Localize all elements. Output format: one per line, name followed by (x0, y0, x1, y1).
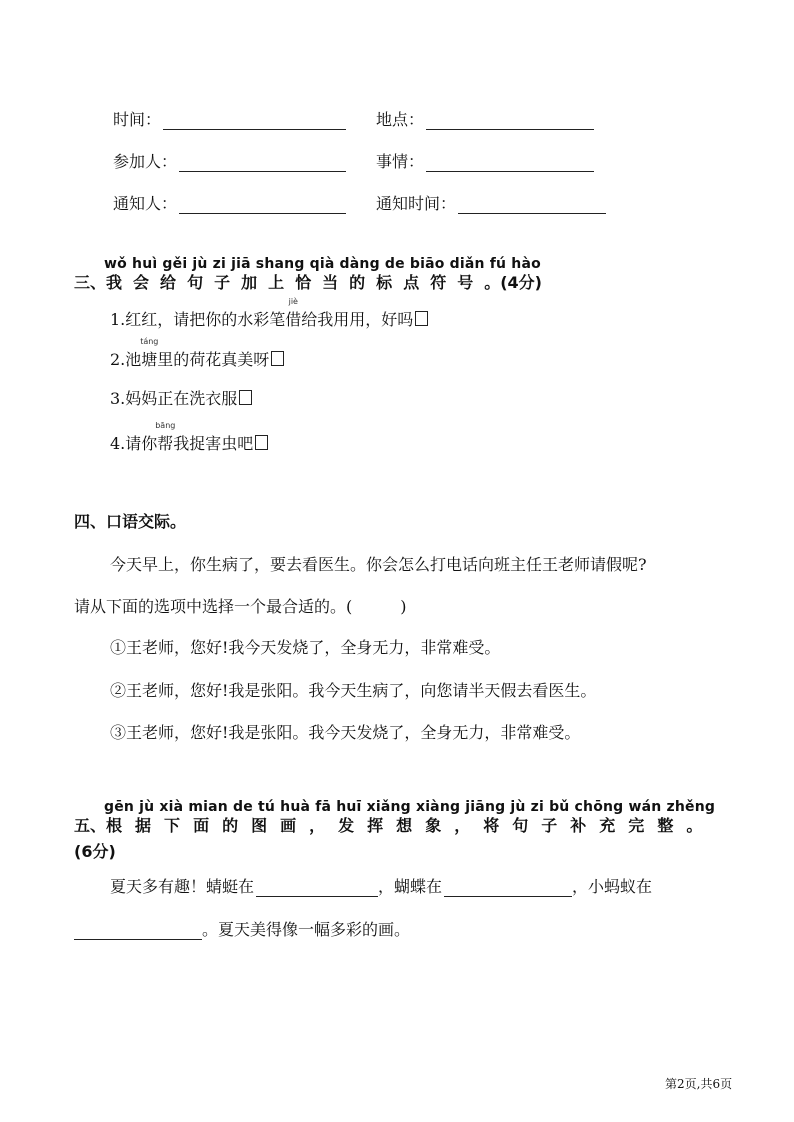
item-1-text-a: 1.红红，请把你的水彩笔 (110, 310, 286, 329)
section3-score: 。(4分) (484, 273, 542, 292)
section5-title-chars (106, 816, 715, 835)
line1-text-c: ，小蚂蚁在 (572, 877, 653, 896)
option-2[interactable]: ②王老师，您好!我是张阳。我今天生病了，向您请半天假去看医生。 (110, 681, 597, 700)
notifier-blank[interactable] (179, 197, 346, 214)
item-1-annotated-char (285, 297, 302, 330)
heading-char: 根 (106, 816, 123, 835)
notice-time-label: 通知时间： (376, 194, 457, 213)
section4-question-line2: 请从下面的选项中选择一个最合适的。( ) (74, 597, 407, 616)
item-2-text-b: 里的荷花真美呀 (157, 350, 270, 369)
section4-question-line1: 今天早上，你生病了，要去看医生。你会怎么打电话向班主任王老师请假呢? (110, 555, 647, 574)
line1-text-b: ，蝴蝶在 (378, 877, 443, 896)
s3-item-3 (110, 389, 252, 409)
punctuation-box-3[interactable] (239, 390, 252, 405)
ant-blank[interactable] (74, 923, 202, 940)
heading-char: 子 (541, 816, 558, 835)
s3-item-1 (110, 297, 428, 330)
heading-char: 我 (106, 273, 123, 292)
place-label: 地点： (376, 110, 425, 129)
item-2-annotated-char (140, 337, 159, 370)
heading-char: 号 (457, 273, 474, 292)
place-row (376, 110, 594, 130)
heading-char: 句 (187, 273, 204, 292)
heading-char: 标 (376, 273, 393, 292)
section4-title: 四、口语交际。 (74, 512, 187, 531)
section5-pinyin: gēn jù xià mian de tú huà fā huī xiǎng xiàng jiāng jù zi bǔ chōng wán zhěng (104, 799, 716, 815)
heading-char: 挥 (367, 816, 384, 835)
participants-row (113, 152, 346, 172)
matter-row (376, 152, 594, 172)
page-number: 第2页,共6页 (665, 1077, 733, 1091)
dragonfly-blank[interactable] (256, 880, 378, 897)
heading-char: 完 (628, 816, 645, 835)
section5-line1 (110, 877, 652, 897)
heading-char: 据 (135, 816, 152, 835)
heading-char: 点 (403, 273, 420, 292)
heading-char: 充 (599, 816, 616, 835)
section5-number: 五、 (74, 816, 107, 835)
heading-char: ， (309, 816, 326, 835)
item-1-text-b: 给我用用，好吗 (301, 310, 414, 329)
heading-char: 上 (268, 273, 285, 292)
heading-char: 下 (164, 816, 181, 835)
heading-char: 当 (322, 273, 339, 292)
heading-char: 发 (338, 816, 355, 835)
pinyin-jie: jiè (288, 297, 298, 306)
section3-heading (74, 273, 542, 293)
heading-char: 子 (214, 273, 231, 292)
section5-heading (74, 816, 715, 836)
notifier-label: 通知人： (113, 194, 178, 213)
heading-char: 加 (241, 273, 258, 292)
time-row (113, 110, 346, 130)
option-3[interactable]: ③王老师，您好!我是张阳。我今天发烧了，全身无力，非常难受。 (110, 723, 581, 742)
punctuation-box-1[interactable] (415, 311, 428, 326)
item-4-text-b: 我捉害虫吧 (173, 434, 254, 453)
heading-char: 。 (686, 816, 703, 835)
s3-item-2 (110, 337, 284, 370)
heading-char: 的 (349, 273, 366, 292)
line2-text: 。夏天美得像一幅多彩的画。 (202, 920, 411, 939)
heading-char: 会 (133, 273, 150, 292)
heading-char: 面 (193, 816, 210, 835)
section3-title-chars (106, 273, 484, 292)
time-label: 时间： (113, 110, 162, 129)
item-4-text-a: 4.请你 (110, 434, 158, 453)
item-2-text-a: 2.池 (110, 350, 142, 369)
heading-char: 整 (657, 816, 674, 835)
heading-char: 图 (251, 816, 268, 835)
line1-text-a: 夏天多有趣！蜻蜓在 (110, 877, 255, 896)
pinyin-tang: táng (140, 337, 159, 346)
char-jie: 借 (285, 310, 302, 329)
participants-label: 参加人： (113, 152, 178, 171)
notice-time-blank[interactable] (458, 197, 606, 214)
notice-time-row (376, 194, 606, 214)
heading-char: ， (454, 816, 471, 835)
item-4-annotated-char (155, 421, 176, 454)
heading-char: 画 (280, 816, 297, 835)
heading-char: 恰 (295, 273, 312, 292)
heading-char: 想 (396, 816, 413, 835)
item-3-text: 3.妈妈正在洗衣服 (110, 389, 238, 408)
matter-label: 事情： (376, 152, 425, 171)
heading-char: 句 (512, 816, 529, 835)
time-blank[interactable] (163, 113, 346, 130)
place-blank[interactable] (426, 113, 594, 130)
section5-line2 (72, 920, 410, 940)
option-1[interactable]: ①王老师，您好!我今天发烧了，全身无力，非常难受。 (110, 638, 501, 657)
section3-number: 三、 (74, 273, 107, 292)
heading-char: 将 (483, 816, 500, 835)
char-bang: 帮 (157, 434, 174, 453)
pinyin-bang: bāng (155, 421, 176, 430)
punctuation-box-2[interactable] (271, 351, 284, 366)
butterfly-blank[interactable] (444, 880, 572, 897)
heading-char: 象 (425, 816, 442, 835)
matter-blank[interactable] (426, 155, 594, 172)
section5-score: (6分) (74, 842, 116, 861)
heading-char: 符 (430, 273, 447, 292)
section3-pinyin: wǒ huì gěi jù zi jiā shang qià dàng de biāo diǎn fú hào (104, 256, 541, 272)
participants-blank[interactable] (179, 155, 346, 172)
heading-char: 的 (222, 816, 239, 835)
char-tang: 塘 (141, 350, 158, 369)
heading-char: 给 (160, 273, 177, 292)
notifier-row (113, 194, 346, 214)
punctuation-box-4[interactable] (255, 435, 268, 450)
heading-char: 补 (570, 816, 587, 835)
s3-item-4 (110, 421, 268, 454)
